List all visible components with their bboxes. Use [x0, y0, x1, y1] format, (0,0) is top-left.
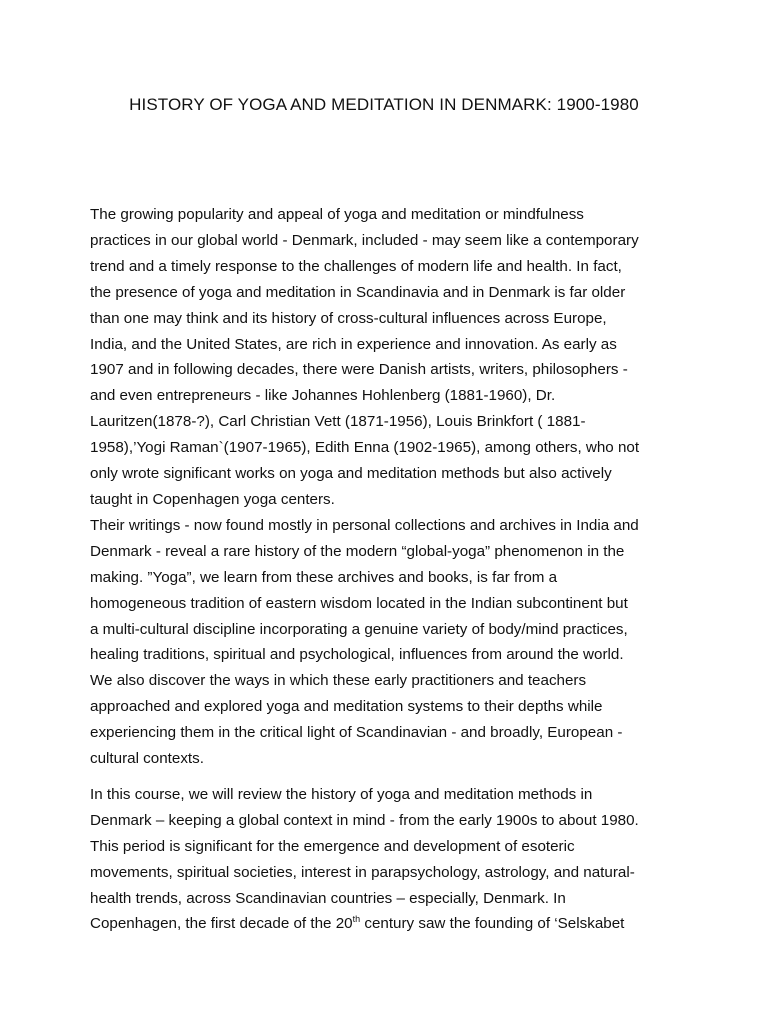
text-line: than one may think and its history of cross-cultural influences across Europe, — [90, 309, 607, 327]
text-line: health trends, across Scandinavian countries – especially, Denmark. In — [90, 889, 566, 907]
text-line: and even entrepreneurs - like Johannes Hohlenberg (1881-1960), Dr. — [90, 387, 556, 405]
text-segment: century saw the founding of ‘Selskabet — [360, 915, 625, 933]
text-line: 1907 and in following decades, there were Danish artists, writers, philosophers - — [90, 361, 628, 379]
superscript: th — [352, 914, 361, 925]
text-line: In this course, we will review the history of yoga and meditation methods in — [90, 785, 593, 803]
text-line: homogeneous tradition of eastern wisdom located in the Indian subcontinent but — [90, 594, 628, 612]
document-title: HISTORY OF YOGA AND MEDITATION IN DENMARK: 1900-1980 — [129, 95, 639, 114]
paragraph-1 — [90, 202, 690, 513]
text-line: taught in Copenhagen yoga centers. — [90, 490, 335, 508]
text-line: 1958),’Yogi Raman`(1907-1965), Edith Enna (1902-1965), among others, who not — [90, 439, 640, 457]
text-line: India, and the United States, are rich in experience and innovation. As early as — [90, 335, 617, 353]
paragraph-3 — [90, 782, 690, 937]
text-line: practices in our global world - Denmark, included - may seem like a contemporary — [90, 231, 639, 249]
paragraph-2 — [90, 513, 690, 772]
text-line: Denmark – keeping a global context in mind - from the early 1900s to about 1980. — [90, 811, 639, 829]
text-line: healing traditions, spiritual and psychological, influences from around the world. — [90, 646, 624, 664]
text-line: This period is significant for the emergence and development of esoteric — [90, 837, 575, 855]
text-line: Lauritzen(1878-?), Carl Christian Vett (1871-1956), Louis Brinkfort ( 1881- — [90, 413, 586, 431]
text-line-with-superscript — [90, 911, 690, 937]
text-line: Their writings - now found mostly in personal collections and archives in India and — [90, 516, 639, 534]
text-segment: Copenhagen, the first decade of the 20 — [90, 915, 353, 933]
text-line: only wrote significant works on yoga and meditation methods but also actively — [90, 465, 612, 483]
text-line: We also discover the ways in which these early practitioners and teachers — [90, 672, 587, 690]
text-line: a multi-cultural discipline incorporating a genuine variety of body/mind practices, — [90, 620, 628, 638]
text-line: trend and a timely response to the challenges of modern life and health. In fact, — [90, 257, 622, 275]
text-line: Denmark - reveal a rare history of the modern “global-yoga” phenomenon in the — [90, 542, 625, 560]
document-body — [90, 202, 690, 937]
text-line: The growing popularity and appeal of yoga and meditation or mindfulness — [90, 206, 584, 223]
text-line: the presence of yoga and meditation in Scandinavia and in Denmark is far older — [90, 283, 626, 301]
text-line: movements, spiritual societies, interest in parapsychology, astrology, and natural- — [90, 863, 635, 881]
text-line: experiencing them in the critical light of Scandinavian - and broadly, European - — [90, 724, 623, 742]
text-line: approached and explored yoga and meditation systems to their depths while — [90, 698, 603, 716]
text-line: making. ”Yoga”, we learn from these archives and books, is far from a — [90, 568, 558, 586]
text-line: cultural contexts. — [90, 750, 204, 768]
